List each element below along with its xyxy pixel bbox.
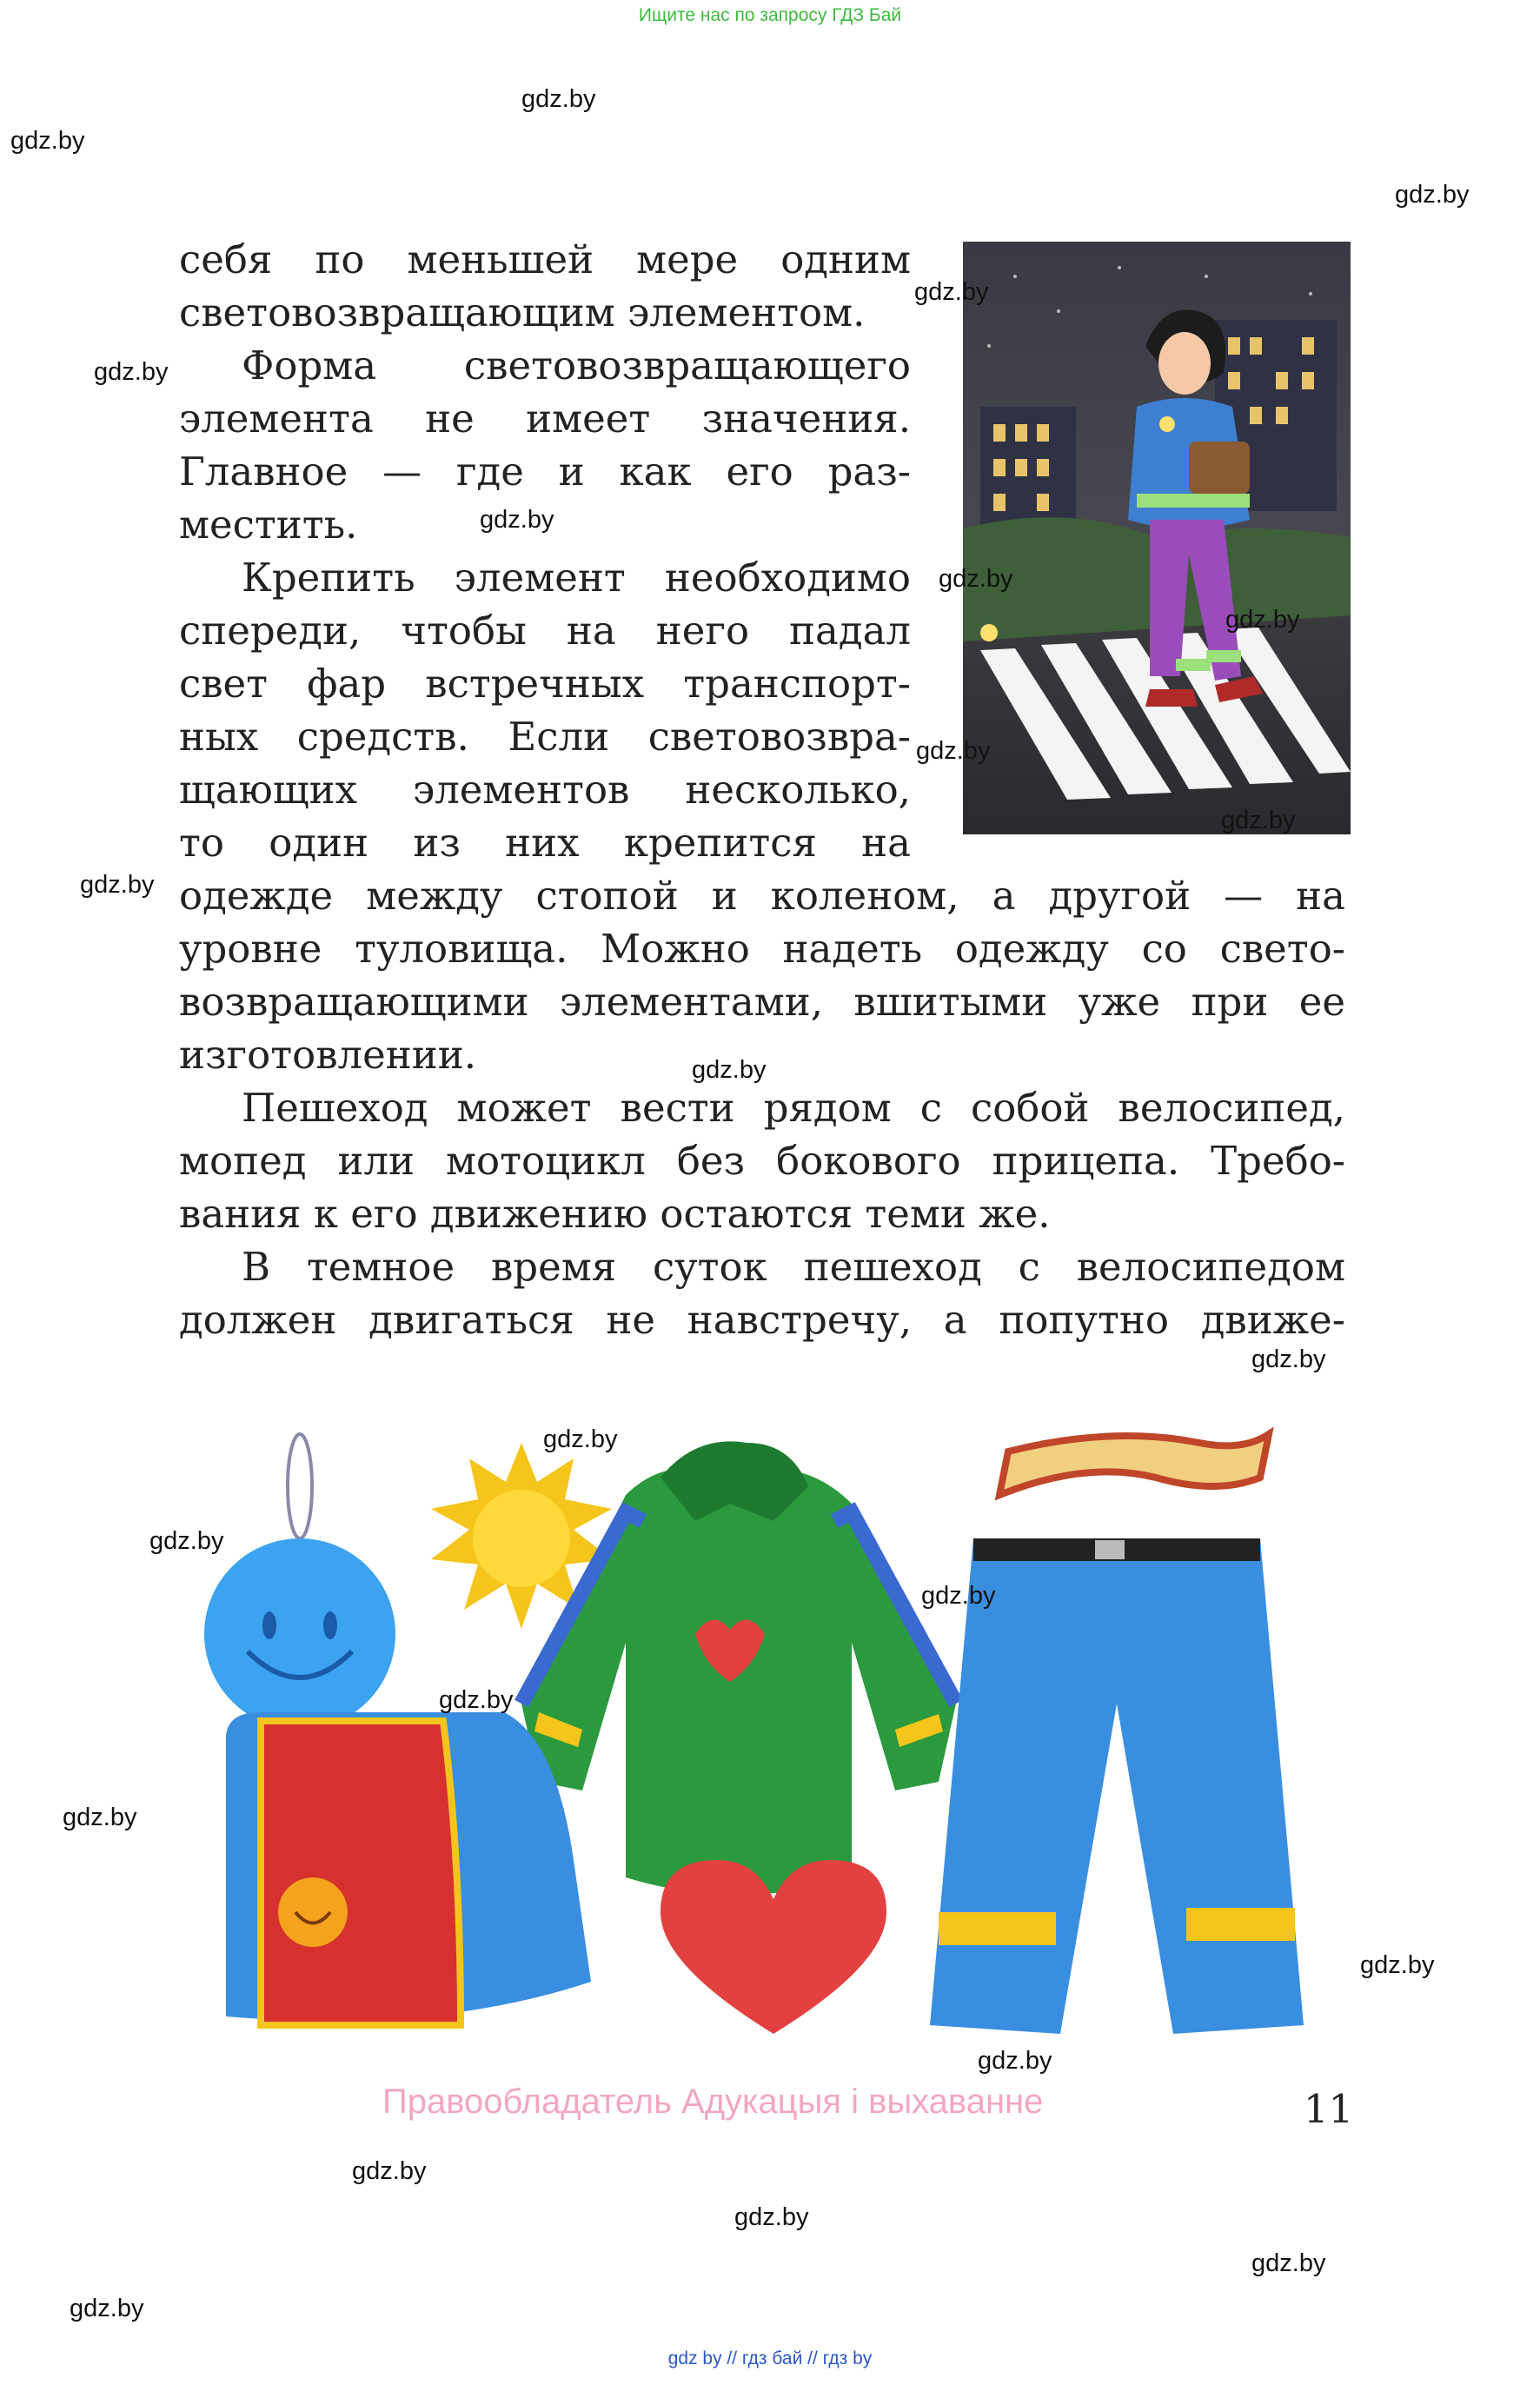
- reflective-strip-icon: [999, 1434, 1269, 1495]
- watermark: gdz.by: [978, 2047, 1052, 2075]
- watermark: gdz.by: [439, 1686, 514, 1714]
- text-line: свет фар встречных транспорт-: [179, 661, 911, 707]
- watermark: gdz.by: [10, 127, 85, 155]
- watermark: gdz.by: [1360, 1951, 1435, 1979]
- text-line: Форма световозвращающего: [242, 342, 911, 389]
- watermark: gdz.by: [80, 871, 155, 899]
- copyright-notice: Правообладатель Адукацыя і выхаванне: [382, 2083, 1044, 2121]
- watermark: gdz.by: [1251, 2249, 1326, 2277]
- paragraph-block-full-width: [179, 869, 1345, 1346]
- watermark: gdz.by: [921, 1582, 996, 1610]
- watermark: gdz.by: [94, 358, 169, 386]
- watermark: gdz.by: [70, 2295, 144, 2322]
- text-line: возвращающими элементами, вшитыми уже при ее: [179, 979, 1345, 1025]
- footer-links: gdz by // гдз бай // гдз by: [667, 2348, 873, 2368]
- watermark: gdz.by: [914, 278, 989, 306]
- watermark: gdz.by: [939, 565, 1013, 593]
- text-line: себя по меньшей мере одним: [179, 236, 911, 282]
- text-line: мопед или мотоцикл без бокового прицепа. Требо-: [179, 1138, 1345, 1184]
- text-line: изготовлении.: [179, 1032, 477, 1078]
- text-line: элемента не имеет значения.: [179, 395, 911, 442]
- watermark: gdz.by: [1395, 181, 1470, 209]
- jeans-icon: [930, 1538, 1304, 2034]
- watermark: gdz.by: [543, 1425, 618, 1453]
- watermark: gdz.by: [63, 1804, 137, 1831]
- search-hint: Ищите нас по запросу ГДЗ Бай: [638, 5, 902, 25]
- text-line: Пешеход может вести рядом с собой велосипед,: [242, 1085, 1345, 1131]
- text-line: должен двигаться не навстречу, а попутно движе-: [179, 1297, 1345, 1343]
- watermark: gdz.by: [692, 1056, 767, 1084]
- text-line: щающих элементов несколько,: [179, 767, 911, 813]
- watermark: gdz.by: [480, 506, 554, 534]
- watermark: gdz.by: [1221, 807, 1296, 834]
- watermark: gdz.by: [352, 2157, 427, 2185]
- text-line: В темное время суток пешеход с велосипедом: [242, 1244, 1345, 1290]
- text-line: спереди, чтобы на него падал: [179, 608, 911, 654]
- backpack-icon: [226, 1712, 591, 2025]
- text-line: ных средств. Если световозвра-: [179, 714, 911, 760]
- text-line: одежде между стопой и коленом, а другой — на: [179, 873, 1345, 919]
- reflective-items-illustration: [174, 1425, 1304, 2069]
- text-line: Главное — где и как его раз-: [179, 448, 911, 495]
- watermark: gdz.by: [916, 737, 991, 765]
- text-line: вания к его движению остаются теми же.: [179, 1191, 1051, 1237]
- text-line: световозвращающим элементом.: [179, 289, 866, 335]
- watermark: gdz.by: [1225, 606, 1300, 634]
- smiley-pendant-icon: [204, 1434, 395, 1730]
- watermark: gdz.by: [1251, 1345, 1326, 1373]
- watermark: gdz.by: [521, 85, 596, 113]
- text-line: Крепить элемент необходимо: [242, 555, 911, 601]
- text-line: уровне туловища. Можно надеть одежду со свето-: [179, 926, 1345, 972]
- watermark: gdz.by: [149, 1527, 224, 1555]
- pedestrian-night-illustration: [963, 242, 1351, 834]
- text-line: то один из них крепится на: [179, 820, 911, 866]
- watermark: gdz.by: [734, 2203, 809, 2231]
- page-number: 11: [1304, 2086, 1354, 2132]
- text-line: местить.: [179, 502, 358, 548]
- paragraph-block-beside-image: [179, 233, 911, 869]
